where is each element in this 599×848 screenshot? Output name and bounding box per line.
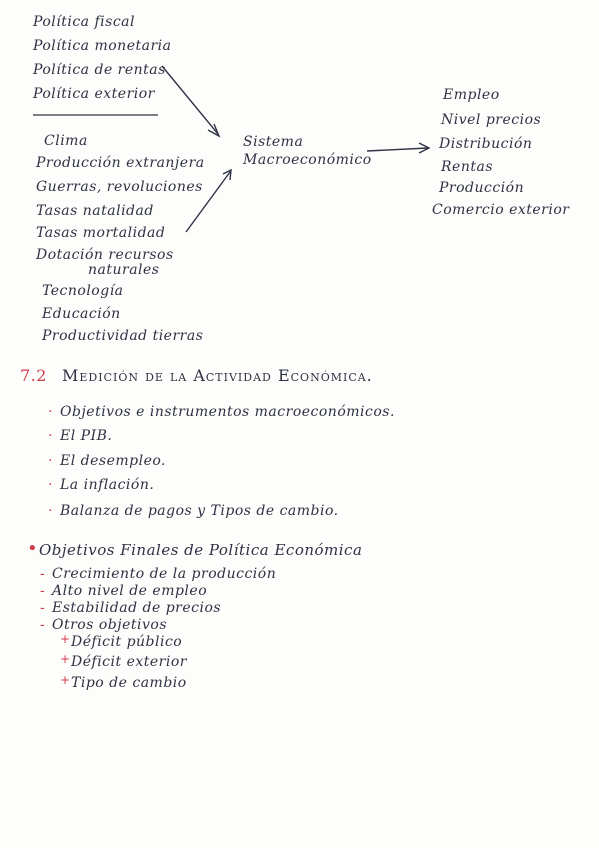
section-bullet: La inflación.: [60, 477, 155, 493]
external-factor: Guerras, revoluciones: [36, 179, 203, 195]
external-factor: naturales: [88, 262, 160, 278]
objective-subitem: Tipo de cambio: [71, 675, 187, 691]
dash-marker: -: [40, 566, 46, 582]
bullet-dot: ·: [48, 477, 53, 493]
bullet-dot: ·: [48, 503, 53, 519]
bullet-dot: ·: [48, 428, 53, 444]
external-factor: Tecnología: [42, 283, 124, 299]
section-bullet: El PIB.: [60, 428, 113, 444]
output-item: Empleo: [443, 87, 500, 103]
policy-input: Política fiscal: [33, 14, 135, 30]
plus-marker: +: [60, 673, 71, 687]
objective-item: Alto nivel de empleo: [52, 583, 208, 599]
external-factor: Clima: [44, 133, 88, 149]
section-bullet: El desempleo.: [60, 453, 166, 469]
arrow-policy-to-system: [162, 66, 218, 134]
section-bullet: Balanza de pagos y Tipos de cambio.: [60, 503, 339, 519]
policy-input: Política exterior: [33, 86, 155, 102]
objective-item: Estabilidad de precios: [52, 600, 222, 616]
objective-item: Otros objetivos: [52, 617, 168, 633]
external-factor: Dotación recursos: [36, 247, 174, 263]
external-factor: Tasas natalidad: [36, 203, 154, 219]
external-factor: Productividad tierras: [42, 328, 204, 344]
section-number: 7.2: [20, 366, 47, 385]
output-item: Comercio exterior: [432, 202, 570, 218]
plus-marker: +: [60, 632, 71, 646]
output-item: Rentas: [441, 159, 493, 175]
objective-subitem: Déficit público: [71, 634, 183, 650]
objectives-heading: Objetivos Finales de Política Económica: [39, 541, 363, 559]
dash-marker: -: [40, 583, 46, 599]
system-label-line2: Macroeconómico: [243, 152, 372, 168]
external-factor: Tasas mortalidad: [36, 225, 166, 241]
heading-bullet: •: [27, 538, 39, 559]
section-bullet: Objetivos e instrumentos macroeconómicos.: [60, 404, 395, 420]
output-item: Distribución: [439, 136, 533, 152]
policy-input: Política monetaria: [33, 38, 172, 54]
output-item: Producción: [439, 180, 525, 196]
system-label-line1: Sistema: [243, 134, 304, 150]
external-factor: Educación: [42, 306, 121, 322]
arrow-system-to-outputs: [367, 148, 428, 151]
objective-subitem: Déficit exterior: [71, 654, 187, 670]
plus-marker: +: [60, 652, 71, 666]
external-factor: Producción extranjera: [36, 155, 205, 171]
output-item: Nivel precios: [441, 112, 542, 128]
policy-input: Política de rentas: [33, 62, 166, 78]
bullet-dot: ·: [48, 404, 53, 420]
bullet-dot: ·: [48, 453, 53, 469]
section-title: Medición de la Actividad Económica.: [62, 366, 373, 385]
objective-item: Crecimiento de la producción: [52, 566, 277, 582]
dash-marker: -: [40, 600, 46, 616]
dash-marker: -: [40, 617, 46, 633]
